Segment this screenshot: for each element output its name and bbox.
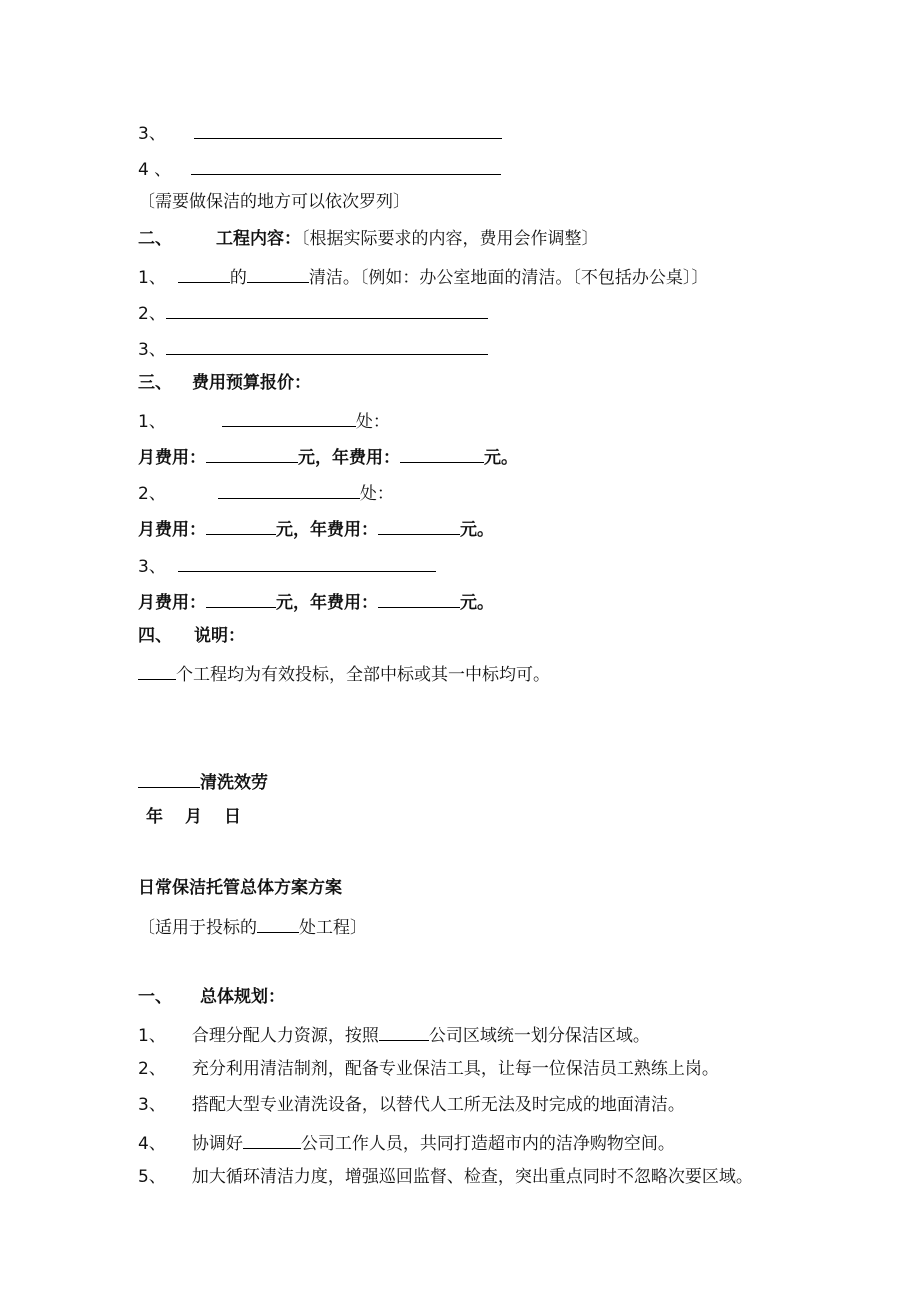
blank-line bbox=[247, 264, 309, 283]
document-title: 日常保洁托管总体方案方案 bbox=[138, 878, 342, 898]
list-item: 3、 bbox=[138, 120, 502, 145]
list-item: 3、 搭配大型专业清洗设备，以替代人工所无法及时完成的地面清洁。 bbox=[138, 1095, 685, 1115]
note-text: 〔需要做保洁的地方可以依次罗列〕 bbox=[138, 192, 410, 212]
list-item: 3、 bbox=[138, 336, 488, 361]
fee-line: 月费用： 元，年费用： 元。 bbox=[138, 589, 494, 614]
blank-line bbox=[178, 553, 436, 572]
list-item: 5、 加大循环清洁力度，增强巡回监督、检查，突出重点同时不忽略次要区域。 bbox=[138, 1167, 753, 1187]
blank-line bbox=[166, 336, 488, 355]
signature-date: 年 月 日 bbox=[146, 807, 241, 827]
blank-line bbox=[218, 480, 360, 499]
list-item: 1、 的 清洁。〔例如：办公室地面的清洁。〔不包括办公桌〕〕 bbox=[138, 264, 708, 289]
section-heading: 四、 说明： bbox=[138, 626, 245, 646]
blank-line bbox=[257, 914, 299, 933]
document-subtitle: 〔适用于投标的 处工程〕 bbox=[138, 914, 367, 939]
blank-line bbox=[206, 589, 276, 608]
list-item: 1、 合理分配人力资源，按照 公司区域统一划分保洁区域。 bbox=[138, 1022, 650, 1047]
blank-line bbox=[194, 120, 502, 139]
blank-line bbox=[378, 589, 460, 608]
blank-line bbox=[178, 264, 230, 283]
blank-line bbox=[243, 1130, 301, 1149]
section-heading: 一、 总体规划： bbox=[138, 987, 285, 1007]
list-item: 2、 充分利用清洁制剂，配备专业保洁工具，让每一位保洁员工熟练上岗。 bbox=[138, 1059, 719, 1079]
blank-line bbox=[206, 444, 298, 463]
body-text: 个工程均为有效投标，全部中标或其一中标均可。 bbox=[138, 661, 550, 686]
list-item: 2、 处： bbox=[138, 480, 394, 505]
blank-line bbox=[379, 1022, 429, 1041]
list-item: 2、 bbox=[138, 300, 488, 325]
blank-line bbox=[166, 300, 488, 319]
section-heading: 二、 工程内容：〔根据实际要求的内容，费用会作调整〕 bbox=[138, 229, 599, 249]
blank-line bbox=[138, 661, 176, 680]
blank-line bbox=[191, 156, 501, 175]
blank-line bbox=[138, 769, 200, 788]
blank-line bbox=[378, 516, 460, 535]
fee-line: 月费用： 元，年费用： 元。 bbox=[138, 444, 518, 469]
list-item: 4、 协调好 公司工作人员，共同打造超市内的洁净购物空间。 bbox=[138, 1130, 675, 1155]
list-item: 3、 bbox=[138, 553, 436, 578]
signature-company: 清洗效劳 bbox=[138, 769, 268, 794]
blank-line bbox=[206, 516, 276, 535]
list-item: 4 、 bbox=[138, 156, 501, 181]
fee-line: 月费用： 元，年费用： 元。 bbox=[138, 516, 494, 541]
section-heading: 三、 费用预算报价： bbox=[138, 373, 311, 393]
blank-line bbox=[400, 444, 484, 463]
blank-line bbox=[222, 408, 356, 427]
list-item: 1、 处： bbox=[138, 408, 390, 433]
